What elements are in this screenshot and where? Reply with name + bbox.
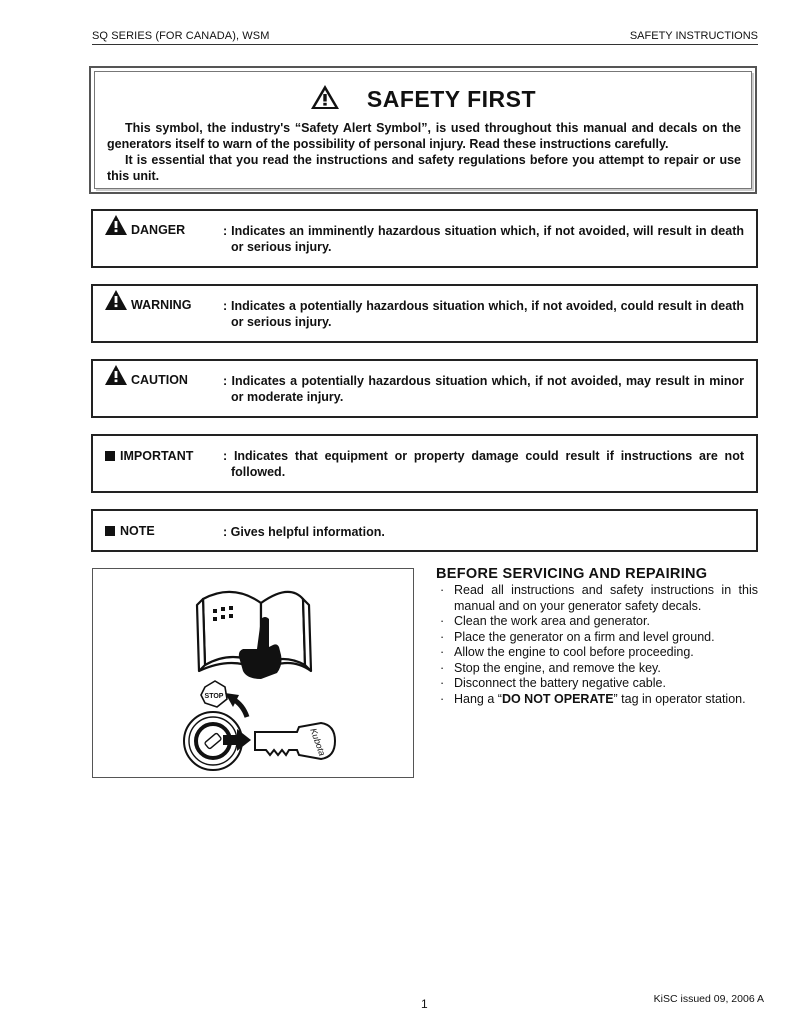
stop-sign-icon xyxy=(201,681,227,707)
note-name: NOTE xyxy=(120,524,155,538)
black-square-icon xyxy=(105,526,115,536)
svg-text:Kubota: Kubota xyxy=(308,726,328,758)
bullet: · xyxy=(440,691,445,706)
list-item: · Hang a “DO NOT OPERATE” tag in operator station. xyxy=(440,691,746,706)
curved-arrow-icon xyxy=(225,693,247,717)
caution-description: : Indicates a potentially hazardous situation which, if not avoided, may result in minor or moderate injury. xyxy=(223,374,744,404)
safety-first-text xyxy=(107,120,741,184)
note-label xyxy=(105,524,155,538)
before-servicing-list xyxy=(436,583,758,707)
header-series-title: SQ SERIES (FOR CANADA), WSM xyxy=(92,30,270,42)
issue-info: KiSC issued 09, 2006 A xyxy=(653,993,764,1005)
list-item: · Allow the engine to cool before proceeding. xyxy=(440,645,694,659)
important-name: IMPORTANT xyxy=(120,449,194,463)
servicing-illustration xyxy=(92,568,414,778)
warning-triangle-icon xyxy=(105,215,127,238)
important-description: : Indicates that equipment or property damage could result if instructions are not followed. xyxy=(223,449,744,479)
danger-label xyxy=(105,221,185,238)
note-description: : Gives helpful information. xyxy=(223,525,385,539)
caution-box xyxy=(91,359,758,418)
list-item: · Stop the engine, and remove the key. xyxy=(440,660,661,675)
bullet: · xyxy=(440,645,445,659)
list-item: · Disconnect the battery negative cable. xyxy=(440,676,666,690)
safety-first-paragraph-2: It is essential that you read the instructions and safety regulations before you attempt to repair or use this unit. xyxy=(107,153,741,183)
warning-label xyxy=(105,296,191,313)
list-item: · Read all instructions and safety instructions in this manual and on your generator safety decals. xyxy=(440,583,758,613)
do-not-operate-text: DO NOT OPERATE xyxy=(501,691,614,706)
caution-name: CAUTION xyxy=(131,372,188,387)
safety-first-paragraph-1: This symbol, the industry's “Safety Alert Symbol”, is used throughout this manual and decals on the generators itself to warn of the possibility of personal injury. Read these instructions carefully. xyxy=(107,121,741,151)
danger-name: DANGER xyxy=(131,222,186,237)
svg-text:STOP: STOP xyxy=(204,693,224,700)
before-servicing-title: BEFORE SERVICING AND REPAIRING xyxy=(436,566,708,582)
page-number: 1 xyxy=(421,997,428,1011)
danger-description: : Indicates an imminently hazardous situation which, if not avoided, will result in death or serious injury. xyxy=(223,224,744,254)
bullet: · xyxy=(440,629,445,644)
note-box xyxy=(91,509,758,552)
warning-box xyxy=(91,284,758,343)
safety-first-inner-frame xyxy=(94,71,752,189)
warning-triangle-icon xyxy=(105,290,127,313)
black-square-icon xyxy=(105,451,115,461)
warning-name: WARNING xyxy=(131,297,192,312)
list-item: · Place the generator on a firm and level ground. xyxy=(440,629,715,644)
caution-label xyxy=(105,371,188,388)
bullet: · xyxy=(440,614,445,628)
safety-first-title-row xyxy=(95,84,751,115)
danger-box xyxy=(91,209,758,268)
bullet: · xyxy=(440,583,445,597)
safety-first-title: SAFETY FIRST xyxy=(366,86,537,112)
important-box xyxy=(91,434,758,493)
list-item: · Clean the work area and generator. xyxy=(440,614,650,628)
warning-triangle-icon xyxy=(310,84,340,115)
header-section-title: SAFETY INSTRUCTIONS xyxy=(629,30,758,42)
header-divider xyxy=(92,44,758,45)
key-icon xyxy=(255,723,335,759)
bullet: · xyxy=(440,676,445,690)
warning-triangle-icon xyxy=(105,365,127,388)
warning-description: : Indicates a potentially hazardous situation which, if not avoided, could result in death or serious injury. xyxy=(223,299,744,329)
bullet: · xyxy=(440,660,445,675)
safety-first-box xyxy=(89,66,757,194)
important-label xyxy=(105,449,193,463)
